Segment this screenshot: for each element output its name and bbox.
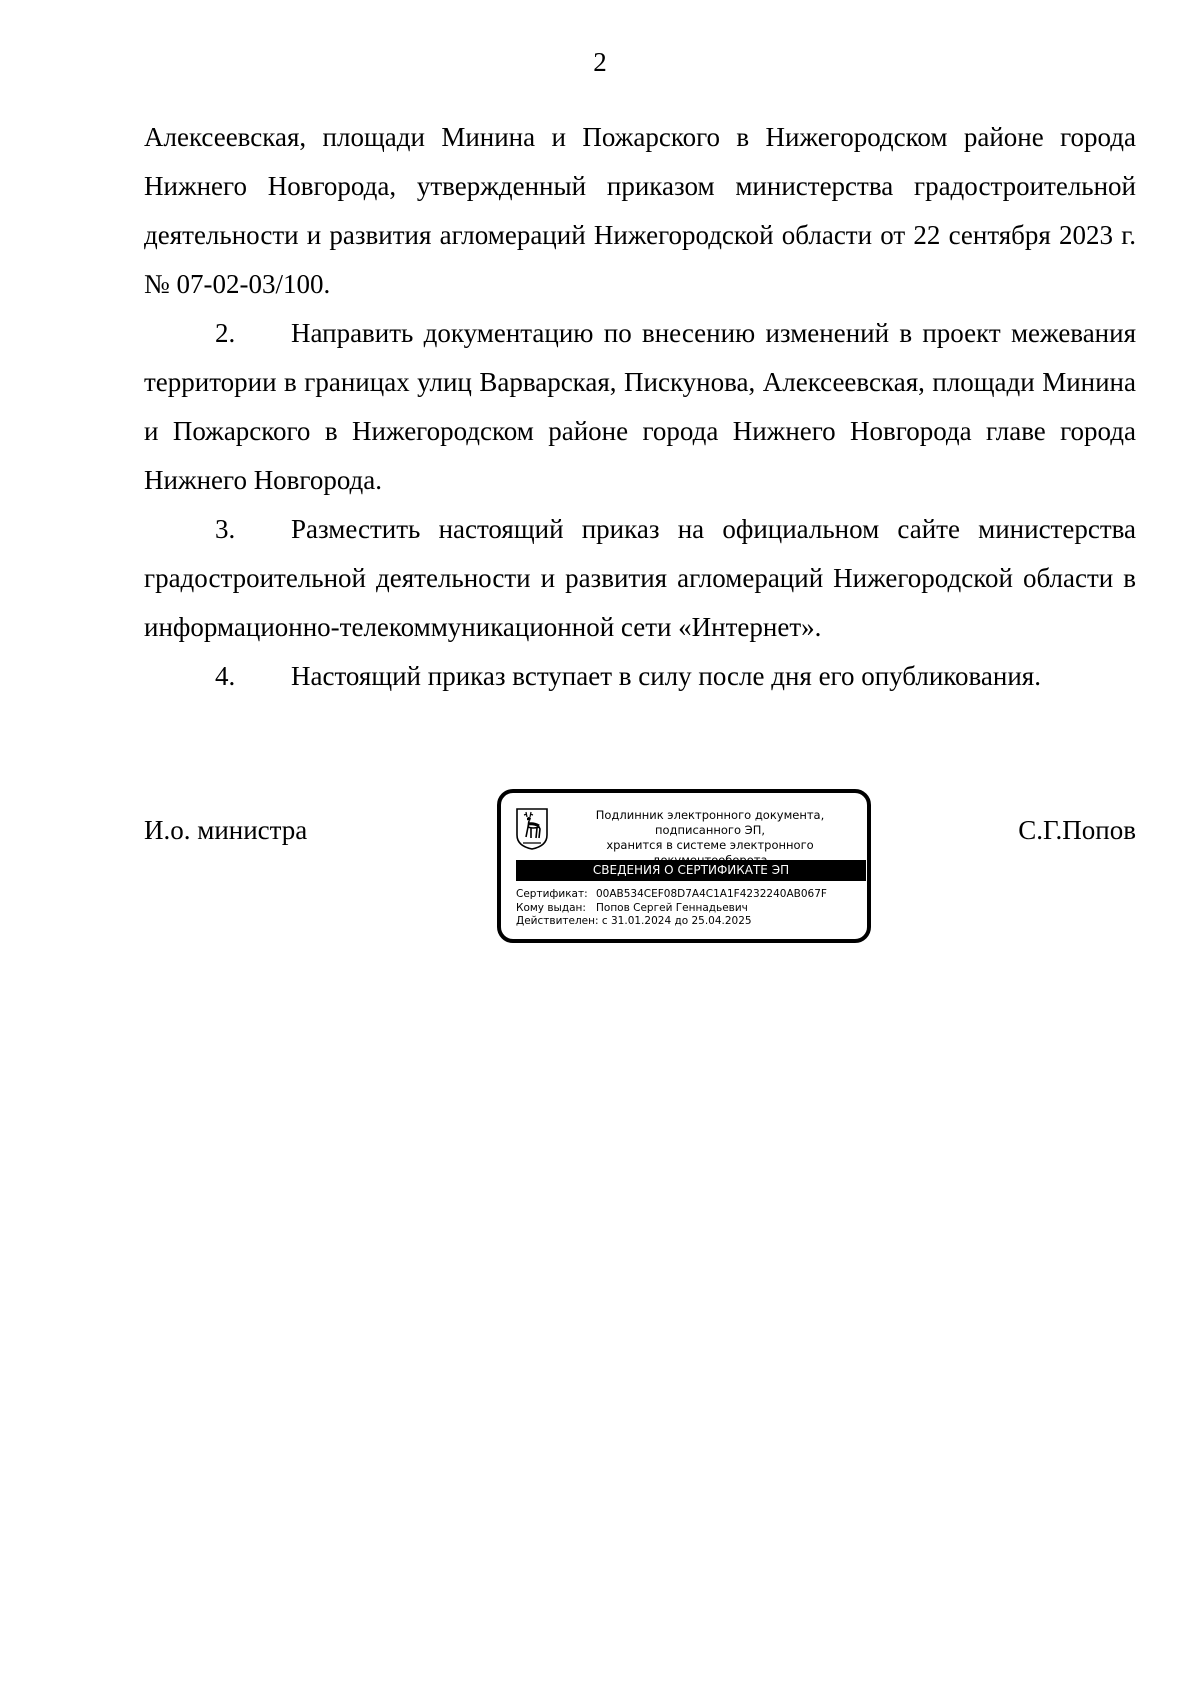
list-item xyxy=(144,505,1136,652)
stamp-header-line: хранится в системе электронного xyxy=(606,838,814,852)
stamp-header-line: Подлинник электронного документа, подписанного ЭП, xyxy=(595,808,825,837)
stamp-header xyxy=(555,808,865,868)
issued-to-row xyxy=(516,902,866,916)
item-number: 4. xyxy=(215,661,236,691)
coat-of-arms-icon xyxy=(515,807,549,851)
certificate-value: 00AB534CEF08D7A4C1A1F4232240AB067F xyxy=(596,888,827,900)
item-text: Направить документацию по внесению изменений в проект межевания территории в границах улиц Варварская, Пискунова, Алексеевская, площади Минина и Пожарского в Нижегородском районе города Нижнего Новгорода главе города Нижнего Новгорода. xyxy=(144,318,1136,495)
issued-to-value: Попов Сергей Геннадьевич xyxy=(596,901,748,914)
signatory-name: С.Г.Попов xyxy=(1018,815,1136,845)
valid-value: с 31.01.2024 до 25.04.2025 xyxy=(601,915,752,927)
item-number: 3. xyxy=(215,514,236,544)
valid-row xyxy=(516,915,866,929)
list-item xyxy=(144,309,1136,505)
valid-label: Действителен: xyxy=(516,915,599,927)
list-item xyxy=(144,652,1136,701)
signatory-position: И.о. министра xyxy=(144,815,308,845)
electronic-signature-stamp xyxy=(497,789,871,943)
item-number: 2. xyxy=(215,318,236,348)
document-body xyxy=(144,113,1136,701)
item-text: Настоящий приказ вступает в силу после дня его опубликования. xyxy=(291,661,1041,691)
certificate-row xyxy=(516,888,866,902)
stamp-details xyxy=(516,888,866,929)
paragraph-intro: Алексеевская, площади Минина и Пожарского в Нижегородском районе города Нижнего Новгорода, утвержденный приказом министерства градостроительной деятельности и развития агломераций Нижегородской области от 22 сентября 2023 г. № 07-02-03/100. xyxy=(144,122,1136,299)
issued-to-label: Кому выдан: xyxy=(516,901,586,914)
item-text: Разместить настоящий приказ на официальном сайте министерства градостроительной деятельности и развития агломераций Нижегородской области в информационно-телекоммуникационной сети «Интернет». xyxy=(144,514,1136,642)
page-number: 2 xyxy=(593,47,607,77)
certificate-label: Сертификат: xyxy=(516,888,588,900)
stamp-certificate-bar: СВЕДЕНИЯ О СЕРТИФИКАТЕ ЭП xyxy=(516,860,866,881)
